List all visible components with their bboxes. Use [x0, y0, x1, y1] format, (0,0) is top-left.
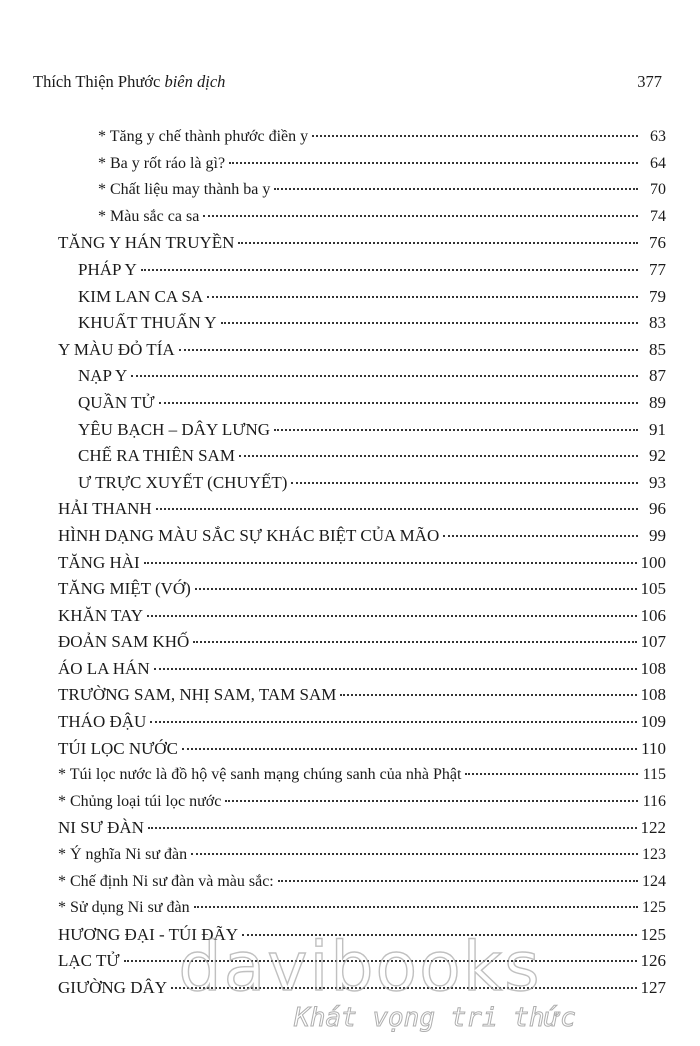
toc-entry-title: HẢI THANH: [58, 499, 152, 519]
toc-entry-page: 107: [640, 632, 666, 652]
toc-entry-title: HÌNH DẠNG MÀU SẮC SỰ KHÁC BIỆT CỦA MÃO: [58, 525, 440, 545]
toc-entry: [58, 576, 666, 603]
toc-dot-leader: [124, 959, 637, 962]
toc-entry-page: 91: [649, 419, 666, 439]
toc-entry: [58, 523, 666, 550]
toc-entry-page: 125: [642, 899, 666, 917]
toc-entry: [58, 922, 666, 949]
toc-entry-title: PHÁP Y: [78, 259, 137, 279]
toc-entry-page: 79: [649, 286, 666, 306]
toc-entry-title: Y MÀU ĐỎ TÍA: [58, 339, 175, 359]
toc-entry-page: 70: [650, 181, 666, 199]
toc-entry: [58, 603, 666, 630]
toc-entry: [78, 417, 666, 444]
toc-entry: [58, 629, 666, 656]
toc-entry-title: * Chế định Ni sư đàn và màu sắc:: [58, 872, 274, 890]
toc-entry: [58, 656, 666, 683]
toc-entry-title: YÊU BẠCH – DÂY LƯNG: [78, 419, 270, 439]
author-name: Thích Thiện Phước: [33, 72, 161, 91]
toc-entry-title: TRƯỜNG SAM, NHỊ SAM, TAM SAM: [58, 685, 337, 705]
toc-entry-title: TÚI LỌC NƯỚC: [58, 738, 178, 758]
toc-entry-title: Ư TRỰC XUYẾT (CHUYẾT): [78, 472, 288, 492]
toc-entry: [58, 682, 666, 709]
toc-entry-title: LẠC TỬ: [58, 951, 120, 971]
toc-entry-title: TĂNG MIỆT (VỚ): [58, 579, 191, 599]
toc-dot-leader: [141, 268, 638, 271]
toc-dot-leader: [193, 640, 636, 643]
toc-entry: [58, 496, 666, 523]
running-head: [33, 72, 662, 92]
toc-entry: [58, 895, 666, 922]
author-role: biên dịch: [164, 72, 226, 91]
toc-dot-leader: [179, 348, 638, 351]
toc-entry-page: 89: [649, 392, 666, 412]
toc-entry-title: * Sử dụng Ni sư đàn: [58, 899, 190, 917]
toc-entry-title: HƯƠNG ĐẠI - TÚI ĐÃY: [58, 924, 239, 944]
toc-dot-leader: [147, 614, 636, 617]
toc-entry: [58, 337, 666, 364]
toc-entry-page: 124: [642, 872, 666, 890]
toc-entry-title: ÁO LA HÁN: [58, 658, 150, 678]
toc-entry: [98, 151, 666, 178]
toc-entry-title: THÁO ĐẬU: [58, 712, 147, 732]
toc-entry-page: 123: [642, 846, 666, 864]
toc-entry-title: NI SƯ ĐÀN: [58, 818, 144, 838]
toc-dot-leader: [229, 161, 638, 164]
toc-entry: [58, 815, 666, 842]
toc-entry-page: 100: [640, 552, 666, 572]
toc-entry-title: ĐOẢN SAM KHỐ: [58, 632, 190, 652]
table-of-contents: [0, 124, 700, 1002]
toc-entry: [78, 310, 666, 337]
toc-dot-leader: [191, 852, 638, 855]
toc-entry-page: 115: [642, 766, 666, 784]
toc-dot-leader: [131, 374, 638, 377]
toc-entry-page: 87: [649, 366, 666, 386]
toc-dot-leader: [225, 799, 638, 802]
toc-entry-title: CHẾ RA THIÊN SAM: [78, 446, 235, 466]
toc-entry-page: 85: [649, 339, 666, 359]
toc-dot-leader: [182, 747, 637, 750]
toc-dot-leader: [340, 693, 636, 696]
toc-entry: [58, 736, 666, 763]
toc-entry-title: * Túi lọc nước là đồ hộ vệ sanh mạng chúng sanh của nhà Phật: [58, 766, 462, 784]
toc-entry-page: 63: [650, 128, 666, 145]
toc-entry: [78, 443, 666, 470]
toc-entry: [58, 948, 666, 975]
toc-dot-leader: [278, 879, 638, 882]
toc-entry-title: TĂNG Y HÁN TRUYỀN: [58, 233, 235, 253]
toc-entry-page: 106: [640, 605, 666, 625]
watermark-brand: davibooks: [178, 928, 542, 1007]
toc-dot-leader: [195, 587, 637, 590]
toc-entry-title: * Chủng loại túi lọc nước: [58, 792, 222, 810]
toc-entry-page: 64: [650, 154, 666, 172]
toc-entry: [78, 470, 666, 497]
toc-entry-title: * Màu sắc ca sa: [98, 207, 200, 225]
toc-dot-leader: [443, 534, 638, 537]
toc-entry: [58, 975, 666, 1002]
toc-dot-leader: [312, 134, 638, 137]
toc-dot-leader: [221, 321, 638, 324]
toc-entry-page: 105: [640, 579, 666, 599]
toc-entry: [78, 390, 666, 417]
toc-entry: [98, 204, 666, 231]
toc-entry-page: 109: [640, 712, 666, 732]
toc-dot-leader: [150, 720, 636, 723]
toc-entry-page: 99: [649, 525, 666, 545]
toc-entry: [98, 177, 666, 204]
page-number: 377: [637, 72, 662, 91]
toc-entry-page: 108: [640, 685, 666, 705]
toc-entry-page: 76: [649, 233, 666, 253]
toc-entry-page: 74: [650, 207, 666, 225]
toc-dot-leader: [171, 986, 636, 989]
toc-entry-title: * Tăng y chế thành phước điền y: [98, 128, 309, 145]
toc-dot-leader: [148, 826, 637, 829]
toc-entry-page: 77: [649, 259, 666, 279]
toc-entry: [58, 762, 666, 789]
toc-entry-title: QUẦN TỬ: [78, 392, 155, 412]
toc-dot-leader: [291, 481, 638, 484]
toc-dot-leader: [239, 454, 638, 457]
toc-entry-page: 110: [641, 738, 666, 758]
toc-entry: [58, 869, 666, 896]
toc-entry-title: KIM LAN CA SA: [78, 286, 204, 306]
toc-dot-leader: [274, 187, 638, 190]
toc-entry: [78, 284, 666, 311]
toc-entry: [58, 550, 666, 577]
toc-entry-page: 108: [640, 658, 666, 678]
toc-entry: [58, 842, 666, 869]
toc-dot-leader: [159, 401, 638, 404]
toc-dot-leader: [156, 507, 638, 510]
toc-entry: [78, 363, 666, 390]
toc-entry-page: 92: [649, 446, 666, 466]
toc-entry: [98, 124, 666, 151]
toc-entry-page: 96: [649, 499, 666, 519]
toc-entry-page: 125: [640, 924, 666, 944]
toc-entry: [78, 257, 666, 284]
toc-dot-leader: [207, 295, 638, 298]
toc-dot-leader: [238, 241, 638, 244]
toc-entry-title: * Ý nghĩa Ni sư đàn: [58, 846, 188, 864]
toc-entry-title: * Chất liệu may thành ba y: [98, 181, 271, 199]
toc-entry-page: 126: [640, 951, 666, 971]
toc-dot-leader: [242, 933, 636, 936]
toc-entry: [58, 230, 666, 257]
toc-dot-leader: [465, 772, 638, 775]
watermark-slogan: Khát vọng tri thức: [294, 1003, 576, 1033]
toc-entry-page: 93: [649, 472, 666, 492]
toc-entry-page: 127: [640, 978, 666, 997]
toc-entry-title: TĂNG HÀI: [58, 552, 140, 572]
toc-dot-leader: [154, 667, 637, 670]
toc-entry-page: 122: [640, 818, 666, 838]
toc-entry-title: KHĂN TAY: [58, 605, 144, 625]
toc-dot-leader: [274, 428, 638, 431]
toc-entry-page: 116: [642, 792, 666, 810]
toc-dot-leader: [194, 905, 638, 908]
toc-dot-leader: [203, 214, 638, 217]
toc-entry: [58, 789, 666, 816]
toc-dot-leader: [144, 561, 637, 564]
toc-entry-title: GIƯỜNG DÂY: [58, 978, 168, 997]
toc-entry-title: NẠP Y: [78, 366, 128, 386]
toc-entry-title: * Ba y rốt ráo là gì?: [98, 154, 226, 172]
running-head-author: [33, 72, 225, 92]
toc-entry-title: KHUẤT THUẤN Y: [78, 313, 217, 333]
toc-entry-page: 83: [649, 313, 666, 333]
toc-entry: [58, 709, 666, 736]
